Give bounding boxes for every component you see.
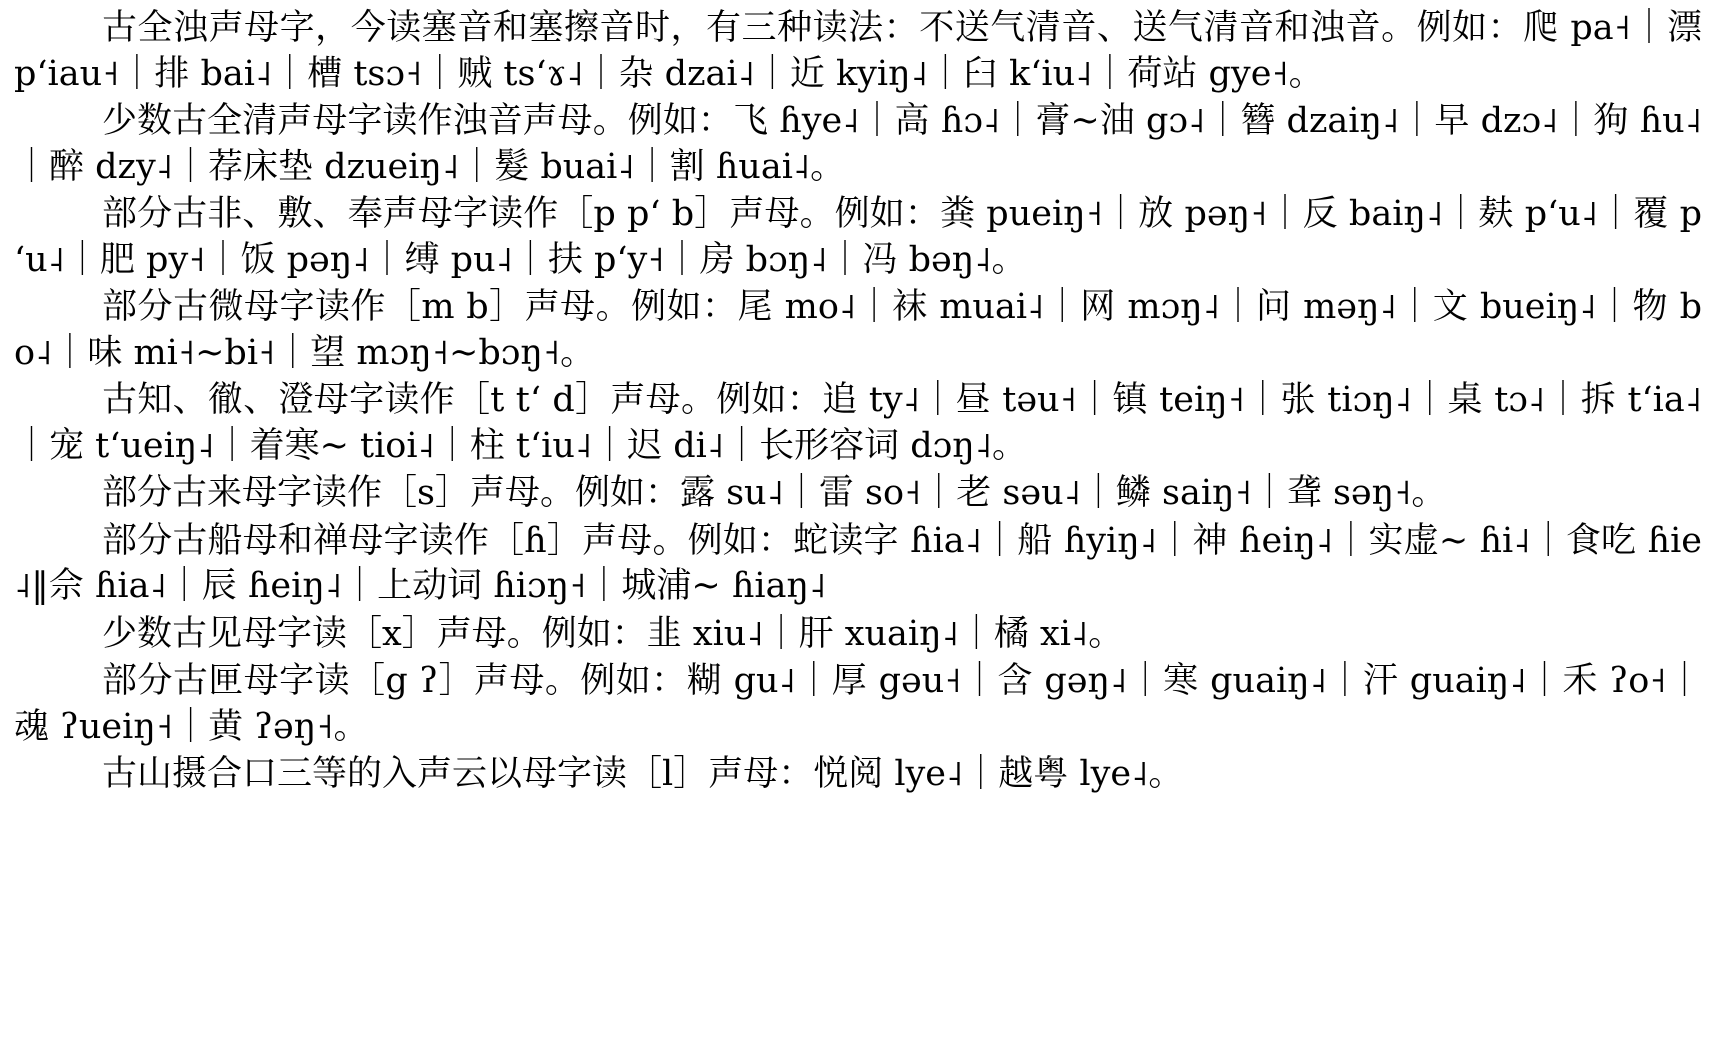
paragraph-5: 古知、徹、澄母字读作［t tʻ d］声母。例如：追 ty˨｜昼 təu˧｜镇 teiŋ˧｜张 tiɔŋ˨｜桌 tɔ˨｜拆 tʻia˨｜宠 tʻueiŋ˨｜着寒~ tioi˨｜柱 tʻiu˨｜迟 di˨｜长形容词 dɔŋ˨。 [14,380,1702,466]
paragraph-6: 部分古来母字读作［s］声母。例如：露 su˨｜雷 so˧｜老 səu˨｜鳞 saiŋ˧｜聋 səŋ˧。 [102,473,1447,513]
paragraph-1: 古全浊声母字，今读塞音和塞擦音时，有三种读法：不送气清音、送气清音和浊音。例如：爬 pa˧｜漂 pʻiau˧｜排 bai˨｜槽 tsɔ˧｜贼 tsʻɤ˨｜杂 dzai˨｜近 kyiŋ˨｜臼 kʻiu˨｜荷站 gye˧。 [14,8,1702,94]
paragraph-3: 部分古非、敷、奉声母字读作［p pʻ b］声母。例如：粪 pueiŋ˧｜放 pəŋ˧｜反 baiŋ˨｜麸 pʻu˨｜覆 pʻu˨｜肥 py˧｜饭 pəŋ˨｜缚 pu˨｜扶 pʻy˧｜房 bɔŋ˨｜冯 bəŋ˨。 [14,194,1702,280]
paragraph-4: 部分古微母字读作［m b］声母。例如：尾 mo˨｜袜 muai˨｜网 mɔŋ˨｜问 məŋ˨｜文 bueiŋ˨｜物 bo˨｜味 mi˧~bi˧｜望 mɔŋ˧~bɔŋ˧。 [14,287,1702,373]
paragraph-8: 少数古见母字读［x］声母。例如：韭 xiu˨｜肝 xuaiŋ˨｜橘 xi˨。 [102,613,1124,654]
paragraph-10: 古山摄合口三等的入声云以母字读［l］声母：悦阅 lye˨｜越粤 lye˨。 [102,754,1184,794]
paragraph-9: 部分古匣母字读［g ʔ］声母。例如：糊 gu˨｜厚 gəu˧｜含 gəŋ˨｜寒 guaiŋ˨｜汗 guaiŋ˨｜禾 ʔo˧｜魂 ʔueiŋ˧｜黄 ʔəŋ˧。 [14,661,1702,747]
paragraph-7: 部分古船母和禅母字读作［ɦ］声母。例如：蛇读字 ɦia˨｜船 ɦyiŋ˨｜神 ɦeiŋ˨｜实虚~ ɦi˨｜食吃 ɦie˨‖佘 ɦia˨｜辰 ɦeiŋ˨｜上动词 ɦiɔŋ˧｜城浦~ ɦiaŋ˨ [14,520,1702,606]
paragraph-2: 少数古全清声母字读作浊音声母。例如：飞 ɦye˨｜高 ɦɔ˨｜膏~油 gɔ˨｜簪 dzaiŋ˨｜早 dzɔ˨｜狗 ɦu˨｜醉 dzy˨｜荐床垫 dzueiŋ˨｜髮 buai˨｜割 ɦuai˨。 [14,101,1702,187]
